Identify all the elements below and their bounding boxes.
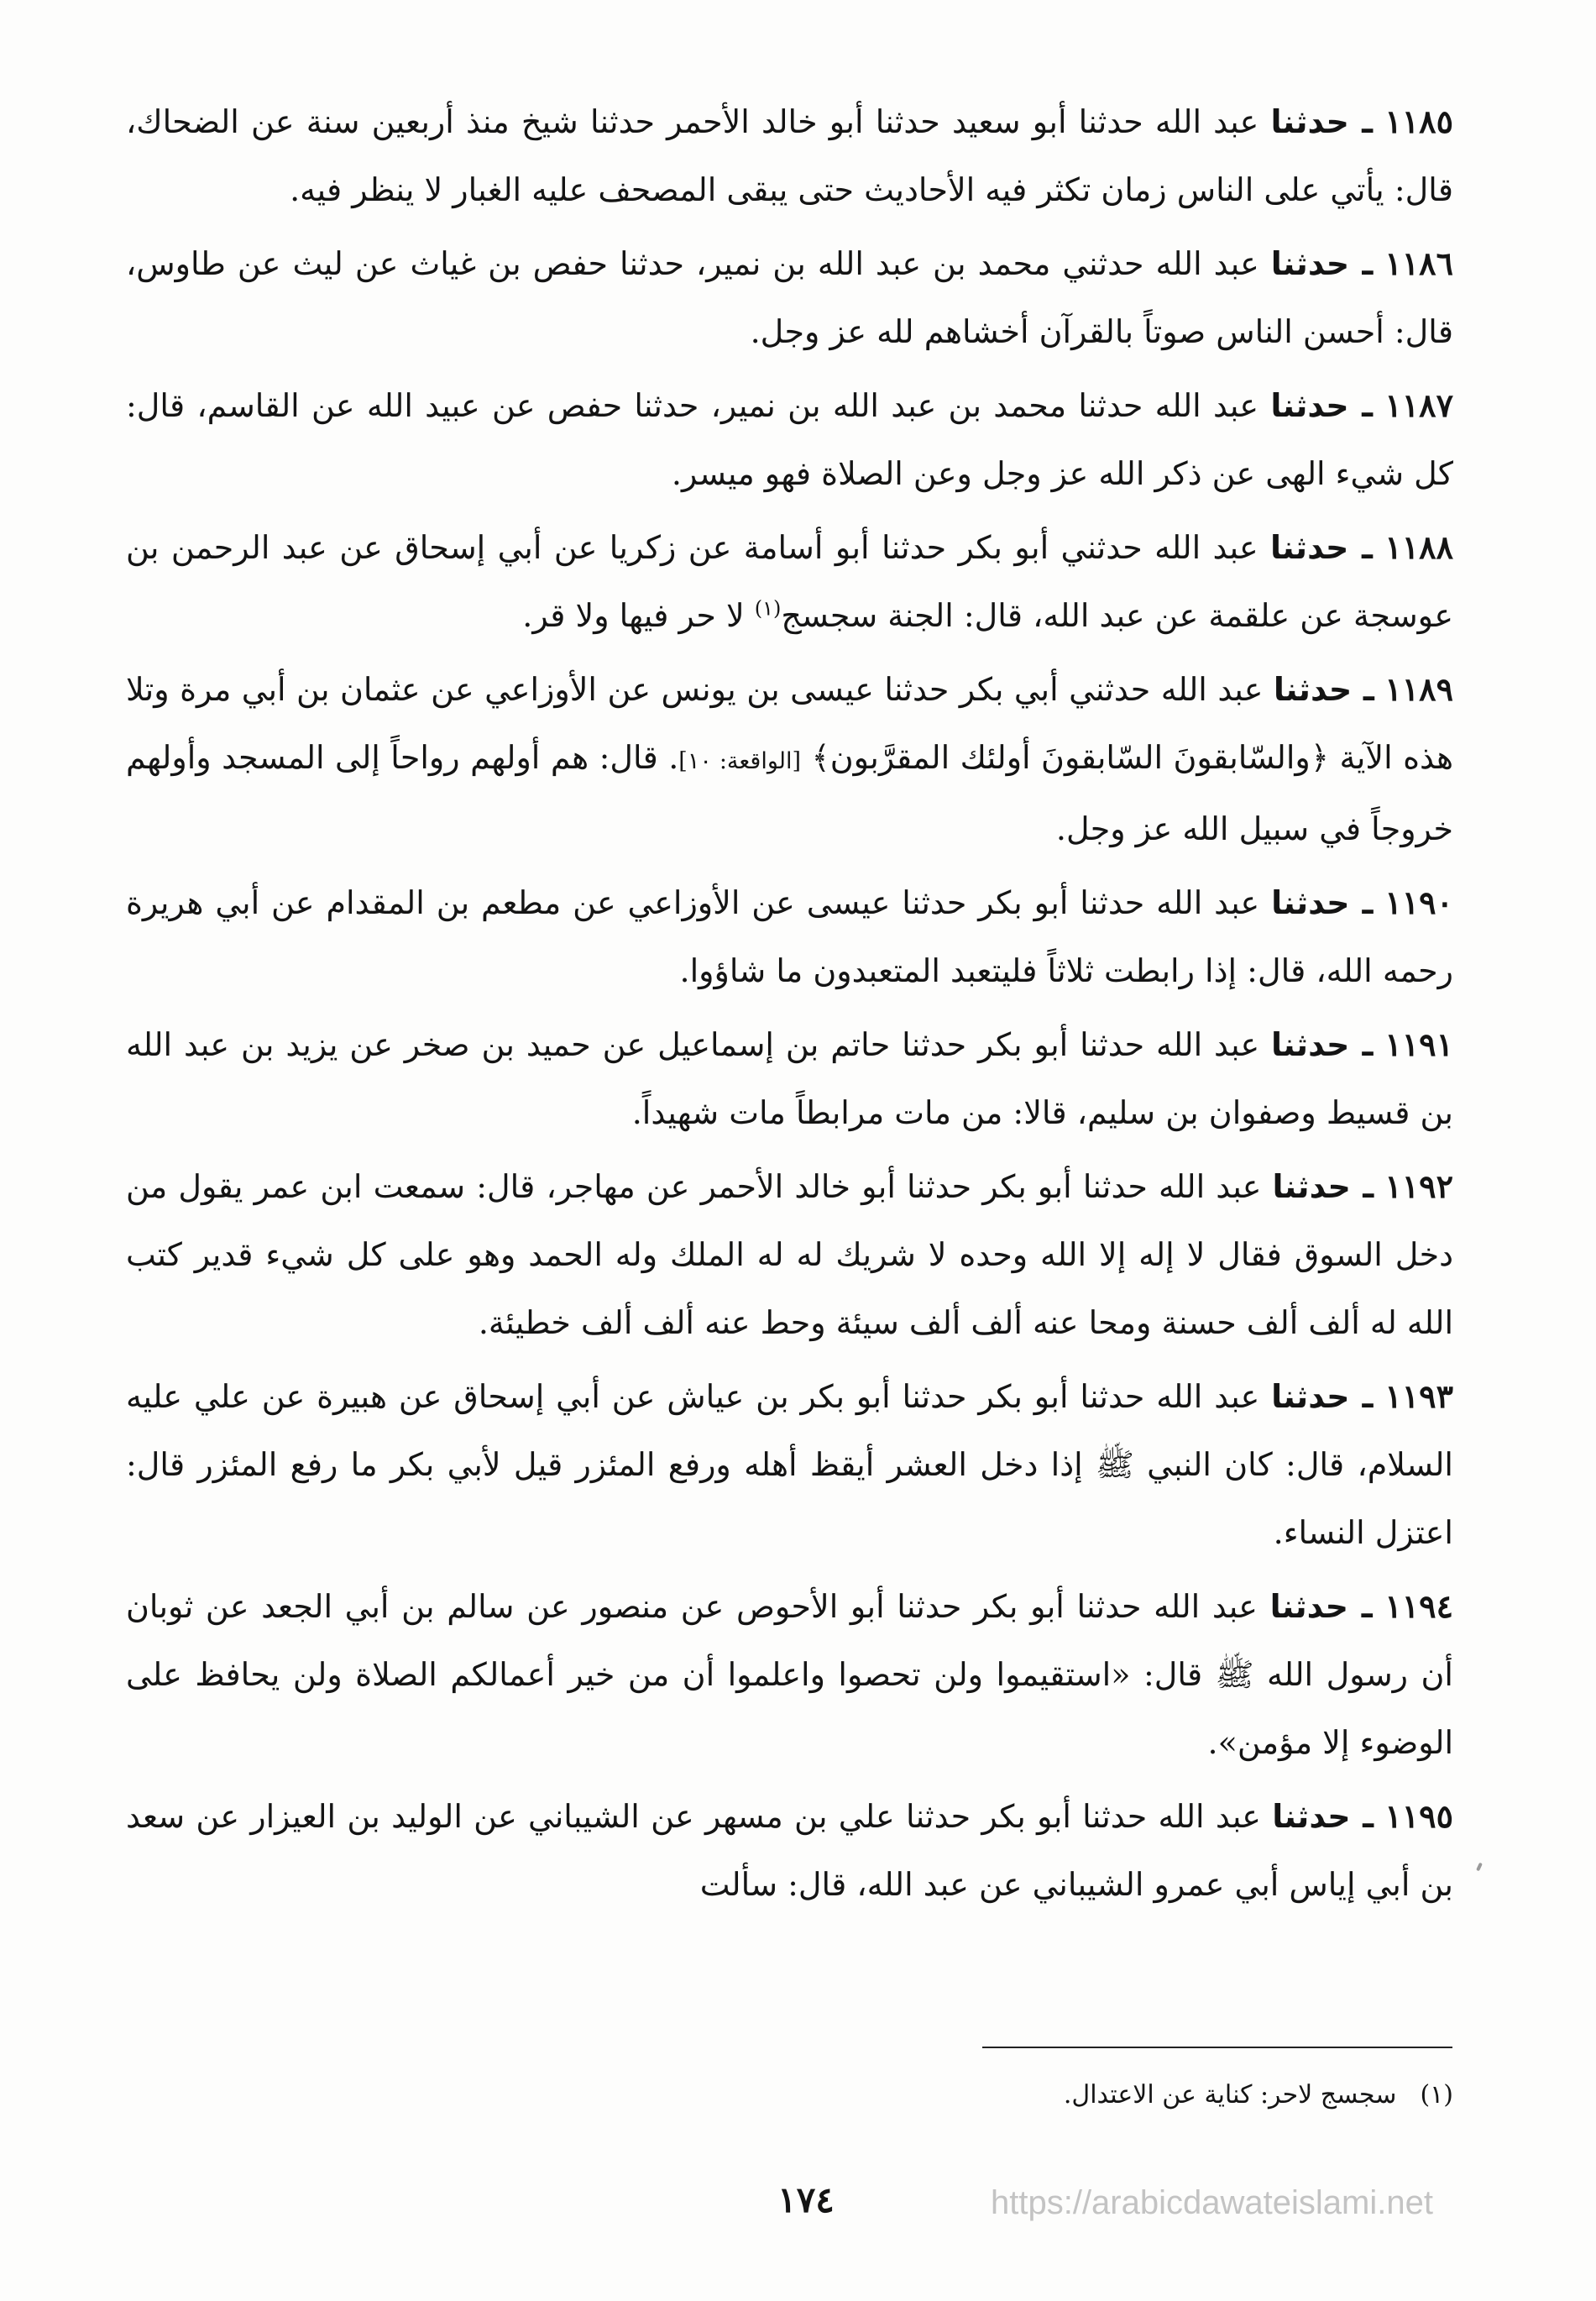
hadith-number: ١١٨٨ [1384, 528, 1453, 566]
footnote-text: سجسج لاحر: كناية عن الاعتدال. [1063, 2080, 1397, 2110]
quran-citation: [الواقعة: ١٠] [678, 748, 802, 774]
footnote [1064, 2077, 1453, 2114]
hadith-text: عبد الله حدثني أبي بكر حدثنا عيسى بن يونس عن الأوزاعي عن عثمان بن أبي مرة وتلا هذه الآية ﴿والسّابقونَ السّابقونَ أولئك المقرَّبون﴾ [126, 671, 1454, 776]
narration-lead: ـ حدثنا [1269, 1588, 1373, 1625]
footnote-reference[interactable]: (١) [754, 596, 782, 621]
margin-mark [1476, 1863, 1483, 1872]
hadith-text: عبد الله حدثني أبو بكر حدثنا أبو أسامة عن زكريا عن أبي إسحاق عن عبد الرحمن بن عوسجة عن علقمة عن عبد الله، قال: الجنة سجسج [126, 529, 1453, 634]
page-number: ١٧٤ [777, 2179, 835, 2220]
hadith-number: ١١٩١ [1384, 1025, 1453, 1063]
hadith-text: عبد الله حدثنا أبو بكر حدثنا أبو بكر بن عياش عن أبي إسحاق عن هبيرة عن علي عليه السلام، قال: كان النبي ﷺ إذا دخل العشر أيقظ أهله ورفع المئزر قيل لأبي بكر ما رفع المئزر قال: اعتزل النساء. [126, 1378, 1453, 1551]
footnote-divider [982, 2047, 1452, 2048]
hadith-entry-1185 [126, 87, 1453, 224]
hadith-text: عبد الله حدثنا أبو بكر حدثنا علي بن مسهر عن الشيباني عن الوليد بن العيزار عن سعد بن أبي إياس أبي عمرو الشيباني عن عبد الله، قال: سألت [126, 1798, 1453, 1903]
hadith-text-continued: . قال: هم أولهم رواحاً إلى المسجد وأولهم خروجاً في سبيل الله عز وجل. [126, 739, 1453, 847]
footnote-marker: (١) [1420, 2080, 1453, 2110]
hadith-text-continued: لا حر فيها ولا قر. [522, 597, 755, 634]
hadith-entry-1189 [126, 655, 1453, 863]
hadith-entry-1193 [126, 1362, 1453, 1567]
hadith-text: عبد الله حدثنا أبو بكر حدثنا أبو خالد الأحمر عن مهاجر، قال: سمعت ابن عمر يقول من دخل السوق فقال لا إله إلا الله وحده لا شريك له له الملك وله الحمد وهو على كل شيء قدير كتب الله له ألف ألف حسنة ومحا عنه ألف ألف سيئة وحط عنه ألف ألف خطيئة. [126, 1168, 1453, 1341]
hadith-number: ١١٨٥ [1384, 102, 1453, 140]
hadith-number: ١١٩٥ [1384, 1797, 1453, 1835]
hadith-entry-1194 [126, 1572, 1453, 1777]
hadith-number: ١١٨٧ [1384, 386, 1453, 424]
hadith-text: عبد الله حدثني محمد بن عبد الله بن نمير، حدثنا حفص بن غياث عن ليث عن طاوس، قال: أحسن الناس صوتاً بالقرآن أخشاهم لله عز وجل. [126, 245, 1453, 350]
narration-lead: ـ حدثنا [1272, 1168, 1374, 1205]
hadith-number: ١١٩٤ [1384, 1587, 1453, 1625]
hadith-text: عبد الله حدثنا أبو سعيد حدثنا أبو خالد الأحمر حدثنا شيخ منذ أربعين سنة عن الضحاك، قال: يأتي على الناس زمان تكثر فيه الأحاديث حتى يبقى المصحف عليه الغبار لا ينظر فيه. [126, 103, 1453, 208]
narration-lead: ـ حدثنا [1273, 671, 1374, 708]
narration-lead: ـ حدثنا [1272, 1798, 1374, 1835]
narration-lead: ـ حدثنا [1270, 245, 1374, 282]
narration-lead: ـ حدثنا [1271, 1026, 1374, 1063]
hadith-number: ١١٩٢ [1384, 1167, 1453, 1205]
hadith-entry-1187 [126, 371, 1453, 508]
hadith-entry-1195 [126, 1782, 1453, 1919]
hadith-number: ١١٩٣ [1384, 1377, 1453, 1415]
hadith-number: ١١٩٠ [1384, 883, 1453, 921]
narration-lead: ـ حدثنا [1271, 1378, 1374, 1415]
hadith-number: ١١٨٦ [1384, 244, 1453, 282]
hadith-text: عبد الله حدثنا أبو بكر حدثنا أبو الأحوص عن منصور عن سالم بن أبي الجعد عن ثوبان أن رسول الله ﷺ قال: «استقيموا ولن تحصوا واعلموا أن من خير أعمالكم الصلاة ولن يحافظ على الوضوء إلا مؤمن». [126, 1588, 1453, 1761]
hadith-text: عبد الله حدثنا أبو بكر حدثنا عيسى عن الأوزاعي عن مطعم بن المقدام عن أبي هريرة رحمه الله، قال: إذا رابطت ثلاثاً فليتعبد المتعبدون ما شاؤوا. [126, 884, 1453, 989]
watermark-url: https://arabicdawateislami.net [991, 2184, 1433, 2221]
narration-lead: ـ حدثنا [1270, 103, 1374, 140]
narration-lead: ـ حدثنا [1270, 529, 1373, 566]
hadith-entry-1191 [126, 1010, 1453, 1147]
narration-lead: ـ حدثنا [1271, 884, 1374, 921]
hadith-entry-1190 [126, 868, 1453, 1005]
hadith-entry-1186 [126, 229, 1453, 366]
hadith-number: ١١٨٩ [1384, 670, 1453, 708]
hadith-text: عبد الله حدثنا محمد بن عبد الله بن نمير، حدثنا حفص عن عبيد الله عن القاسم، قال: كل شيء الهى عن ذكر الله عز وجل وعن الصلاة فهو ميسر. [126, 387, 1453, 492]
main-text [126, 87, 1453, 1924]
hadith-text: عبد الله حدثنا أبو بكر حدثنا حاتم بن إسماعيل عن حميد بن صخر عن يزيد بن عبد الله بن قسيط وصفوان بن سليم، قالا: من مات مرابطاً مات شهيداً. [126, 1026, 1453, 1131]
narration-lead: ـ حدثنا [1270, 387, 1374, 424]
hadith-entry-1188 [126, 513, 1453, 650]
hadith-entry-1192 [126, 1152, 1453, 1357]
